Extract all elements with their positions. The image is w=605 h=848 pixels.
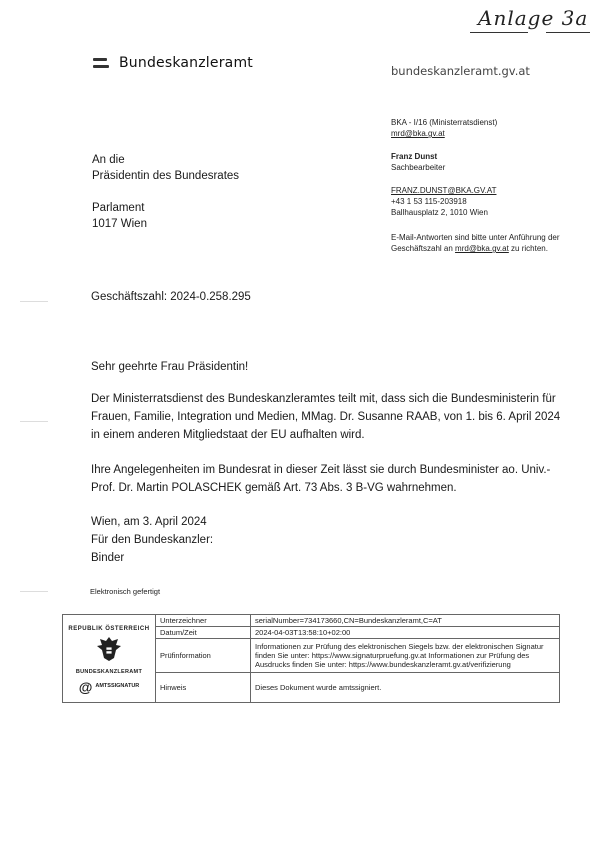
bka-logo-icon (93, 58, 109, 69)
reply-note-email-link[interactable]: mrd@bka.gv.at (455, 244, 509, 253)
reference-number: Geschäftszahl: 2024-0.258.295 (91, 291, 251, 303)
logo-text: Bundeskanzleramt (119, 55, 253, 71)
signature-row-value: serialNumber=734173660,CN=Bundeskanzleramt,C=AT (251, 615, 560, 627)
place-date: Wien, am 3. April 2024 (91, 516, 207, 528)
closing-block (91, 513, 561, 567)
reply-note-text: E-Mail-Antworten sind bitte unter Anführung der Geschäftszahl an (391, 233, 560, 253)
recipient-line: 1017 Wien (92, 218, 147, 230)
logo (93, 55, 253, 71)
signature-row-value: 2024-04-03T13:58:10+02:00 (251, 627, 560, 639)
fold-mark (20, 421, 48, 422)
letter-paragraph: Ihre Angelegenheiten im Bundesrat in dieser Zeit lässt sie durch Bundesminister ao. Univ.-Prof. Dr. Martin POLASCHEK gemäß Art. 73 Abs. 3 B-VG wahrnehmen. (91, 464, 551, 494)
letter-paragraph: Der Ministerratsdienst des Bundeskanzleramtes teilt mit, dass sich die Bundesministerin für Frauen, Familie, Integration und Medien, MMag. Dr. Susanne RAAB, von 1. bis 6. April 2024 in einem anderen Mitgliedstaat der EU aufhalten wird. (91, 393, 561, 441)
sender-department-block (391, 117, 497, 139)
sender-name: Franz Dunst (391, 152, 438, 161)
on-behalf: Für den Bundeskanzler: (91, 534, 214, 546)
sender-person-block (391, 151, 445, 173)
sender-department: BKA - I/16 (Ministerratsdienst) (391, 118, 498, 127)
seal-label: AMTSSIGNATUR (95, 683, 140, 689)
handwritten-annotation (478, 6, 588, 30)
department-email-link[interactable]: mrd@bka.gv.at (391, 129, 445, 138)
amtssignatur-label (66, 678, 152, 695)
annotation-text: Anlage 3a (478, 6, 589, 30)
sender-email-link[interactable]: FRANZ.DUNST@BKA.GV.AT (391, 186, 497, 195)
annotation-underline (470, 32, 528, 33)
sender-role: Sachbearbeiter (391, 163, 446, 172)
reply-note-suffix: zu richten. (508, 244, 548, 253)
signature-block (62, 614, 560, 703)
recipient-line: Parlament (92, 202, 145, 214)
seal-arc-text: REPUBLIK ÖSTERREICH (68, 625, 150, 632)
federal-eagle-icon (94, 634, 124, 664)
signature-row-label: Unterzeichner (156, 615, 251, 627)
signature-row-label: Prüfinformation (156, 639, 251, 673)
signature-row (63, 615, 560, 627)
signature-row-value: Informationen zur Prüfung des elektronischen Siegels bzw. der elektronischen Signatur finden Sie unter: https://www.signaturpruefung.gv.at Informationen zur Prüfung des Ausdrucks finden Sie unter: https://www.bundeskanzleramt.gv.at/verifizierung (251, 639, 560, 673)
sender-address: Ballhausplatz 2, 1010 Wien (391, 208, 488, 217)
website: bundeskanzleramt.gv.at (391, 64, 530, 78)
sender-phone: +43 1 53 115-203918 (391, 197, 467, 206)
recipient-line: Präsidentin des Bundesrates (92, 170, 240, 182)
signature-row-label: Hinweis (156, 673, 251, 703)
sender-contact-block (391, 185, 496, 218)
seal-authority: BUNDESKANZLERAMT (75, 668, 143, 675)
official-seal (63, 615, 156, 703)
signature-row-value: Dieses Dokument wurde amtssigniert. (251, 673, 560, 703)
annotation-underline (546, 32, 590, 33)
fold-mark (20, 301, 48, 302)
signature-row-label: Datum/Zeit (156, 627, 251, 639)
salutation: Sehr geehrte Frau Präsidentin! (91, 361, 249, 373)
recipient-address (92, 152, 239, 232)
at-sign-icon: @ (78, 678, 93, 695)
recipient-line: An die (92, 154, 125, 166)
fold-mark (20, 591, 48, 592)
reply-note (391, 232, 601, 254)
electronic-note: Elektronisch gefertigt (90, 587, 161, 596)
signatory: Binder (91, 552, 125, 564)
